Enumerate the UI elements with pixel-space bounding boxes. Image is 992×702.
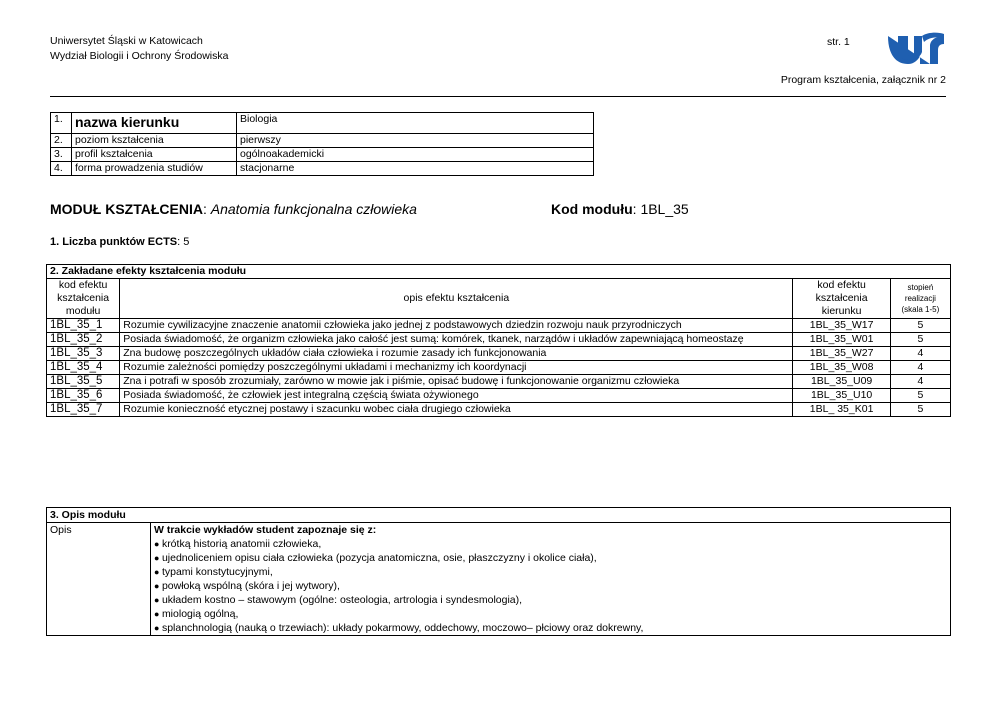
outcome-code: 1BL_35_3 [47, 347, 120, 361]
outcome-description: Zna budowę poszczególnych układów ciała człowieka i rozumie zasady ich funkcjonowania [120, 347, 793, 361]
outcome-description: Zna i potrafi w sposób zrozumiały, zarówno w mowie jak i piśmie, opisać budowę i funkcjonowanie organizmu człowieka [120, 375, 793, 389]
list-item: ● ujednoliceniem opisu ciała człowieka (pozycja anatomiczna, osie, płaszczyzny i okolice ciała), [154, 551, 947, 565]
table-row [47, 389, 951, 403]
table-title-row [47, 508, 951, 523]
degree-value: 4 [890, 361, 950, 375]
column-header-description: opis efektu kształcenia [120, 279, 793, 319]
faculty-name: Wydział Biologii i Ochrony Środowiska [50, 50, 229, 62]
page-number: str. 1 [827, 36, 850, 48]
university-name: Uniwersytet Śląski w Katowicach [50, 35, 203, 47]
direction-code: 1BL_35_W01 [793, 333, 890, 347]
degree-label: stopień realizacji [904, 283, 936, 303]
row-value: Biologia [237, 113, 594, 134]
program-annex: Program kształcenia, załącznik nr 2 [780, 74, 946, 86]
header-institution [50, 34, 228, 64]
column-header-direction-code: kod efektu kształcenia kierunku [793, 279, 890, 319]
module-code-label: Kod modułu [551, 201, 633, 217]
outcome-code: 1BL_35_7 [47, 403, 120, 417]
learning-outcomes-table [46, 264, 951, 417]
ects-points: 1. Liczba punktów ECTS: 5 [50, 236, 190, 248]
row-value: stacjonarne [237, 162, 594, 176]
row-number: 3. [51, 148, 72, 162]
direction-code: 1BL_35_W17 [793, 319, 890, 333]
module-code-value: 1BL_35 [640, 201, 689, 217]
table-title-row [47, 265, 951, 279]
outcome-description: Rozumie konieczność etycznej postawy i szacunku wobec ciała drugiego człowieka [120, 403, 793, 417]
list-item: ● powłoką wspólną (skóra i jej wytwory), [154, 579, 947, 593]
table-row [47, 523, 951, 636]
outcome-code: 1BL_35_1 [47, 319, 120, 333]
topic-list [154, 537, 947, 635]
row-key: forma prowadzenia studiów [72, 162, 237, 176]
row-value: ogólnoakademicki [237, 148, 594, 162]
table-row [51, 134, 594, 148]
direction-code: 1BL_ 35_K01 [793, 403, 890, 417]
outcome-code: 1BL_35_5 [47, 375, 120, 389]
list-item: ● krótką historią anatomii człowieka, [154, 537, 947, 551]
row-number: 2. [51, 134, 72, 148]
module-name: Anatomia funkcjonalna człowieka [210, 201, 417, 217]
table-row [47, 375, 951, 389]
section-title: 3. Opis modułu [47, 508, 951, 523]
list-item: ● miologią ogólną, [154, 607, 947, 621]
ects-label: 1. Liczba punktów ECTS [50, 236, 178, 248]
table-row [47, 347, 951, 361]
outcome-code: 1BL_35_4 [47, 361, 120, 375]
table-row [47, 403, 951, 417]
row-value: pierwszy [237, 134, 594, 148]
direction-code: 1BL_35_W08 [793, 361, 890, 375]
table-row [51, 148, 594, 162]
row-key: poziom kształcenia [72, 134, 237, 148]
direction-code: 1BL_35_U10 [793, 389, 890, 403]
ects-value: 5 [183, 236, 190, 248]
outcome-description: Rozumie cywilizacyjne znaczenie anatomii człowieka jako jednej z podstawowych dziedzin rozwoju nauk przyrodniczych [120, 319, 793, 333]
description-label: Opis [47, 523, 151, 636]
table-row [47, 361, 951, 375]
outcome-description: Posiada świadomość, że człowiek jest integralną częścią świata ożywionego [120, 389, 793, 403]
table-row [51, 162, 594, 176]
row-number: 4. [51, 162, 72, 176]
outcome-code: 1BL_35_2 [47, 333, 120, 347]
degree-scale: (skala 1-5) [901, 305, 940, 314]
section-title: 2. Zakładane efekty kształcenia modułu [47, 265, 951, 279]
list-item: ● typami konstytucyjnymi, [154, 565, 947, 579]
description-content [151, 523, 951, 636]
program-info-table [50, 112, 594, 176]
table-row [47, 319, 951, 333]
degree-value: 5 [890, 403, 950, 417]
degree-value: 5 [890, 389, 950, 403]
degree-value: 4 [890, 347, 950, 361]
list-item: ● splanchnologią (nauką o trzewiach): układy pokarmowy, oddechowy, moczowo– płciowy oraz dokrewny, [154, 621, 947, 635]
university-logo [884, 30, 946, 70]
row-key: profil kształcenia [72, 148, 237, 162]
degree-value: 5 [890, 319, 950, 333]
table-row [51, 113, 594, 134]
list-item: ● układem kostno – stawowym (ogólne: osteologia, artrologia i syndesmologia), [154, 593, 947, 607]
column-header-module-code: kod efektu kształcenia modułu [47, 279, 120, 319]
module-label: MODUŁ KSZTAŁCENIA [50, 201, 203, 217]
header-divider [50, 96, 946, 97]
row-key: nazwa kierunku [72, 113, 237, 134]
outcome-description: Posiada świadomość, że organizm człowieka jako całość jest sumą: komórek, tkanek, narządów i układów zapewniającą homeostazę [120, 333, 793, 347]
module-title: MODUŁ KSZTAŁCENIA: Anatomia funkcjonalna człowieka [50, 201, 417, 217]
degree-value: 5 [890, 333, 950, 347]
degree-value: 4 [890, 375, 950, 389]
direction-code: 1BL_35_W27 [793, 347, 890, 361]
outcome-description: Rozumie zależności pomiędzy poszczególnymi układami i mechanizmy ich koordynacji [120, 361, 793, 375]
outcome-code: 1BL_35_6 [47, 389, 120, 403]
module-description-table [46, 507, 951, 636]
column-header-degree [890, 279, 950, 319]
row-number: 1. [51, 113, 72, 134]
column-header-row [47, 279, 951, 319]
direction-code: 1BL_35_U09 [793, 375, 890, 389]
description-intro: W trakcie wykładów student zapoznaje się z: [154, 524, 377, 536]
module-code: Kod modułu: 1BL_35 [551, 201, 689, 217]
table-row [47, 333, 951, 347]
